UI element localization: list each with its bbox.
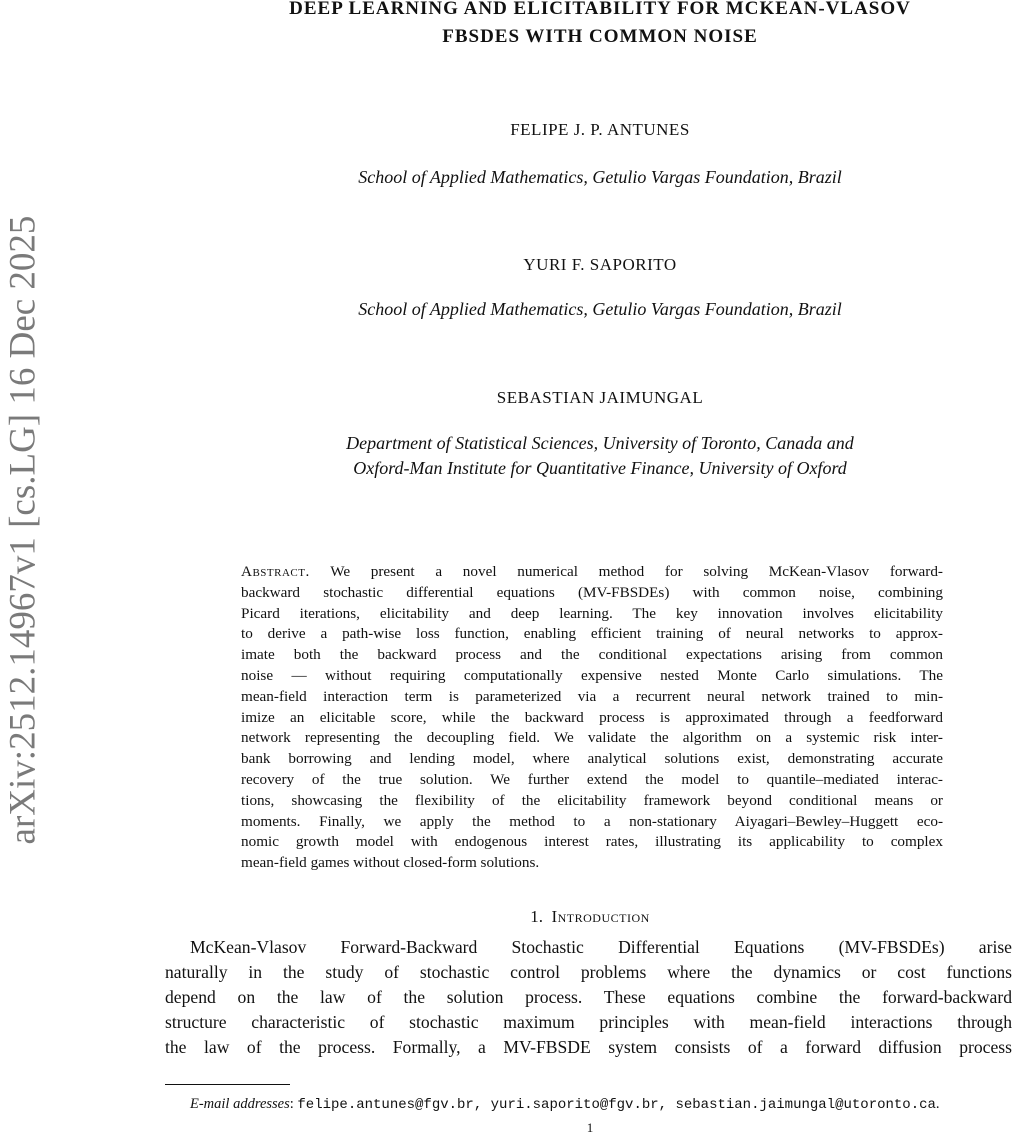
footnote-emails: felipe.antunes@fgv.br, yuri.saporito@fgv.br, sebastian.jaimungal@utoronto.ca [297, 1097, 936, 1113]
arxiv-sidebar-stamp [0, 165, 46, 895]
body-line: the law of the process. Formally, a MV-FBSDE system consists of a forward diffusion process [165, 1037, 1012, 1057]
abstract-line: recovery of the true solution. We further extend the model to quantile–mediated interac- [241, 771, 943, 788]
paper-title-line-2: FBSDES WITH COMMON NOISE [442, 26, 758, 47]
abstract-line: tions, showcasing the flexibility of the elicitability framework beyond conditional means or [241, 791, 943, 809]
abstract-line [241, 563, 943, 581]
abstract-label: Abstract. [241, 563, 310, 580]
abstract-line: moments. Finally, we apply the method to a non-stationary Aiyagari–Bewley–Huggett eco- [241, 812, 943, 830]
abstract-text: We present a novel numerical method for solving McKean-Vlasov forward- [309, 563, 943, 580]
section-heading [170, 907, 1010, 927]
abstract-line: Picard iterations, elicitability and deep learning. The key innovation involves elicitability [241, 604, 943, 622]
abstract-line: backward stochastic differential equations (MV-FBSDEs) with common noise, combining [241, 583, 943, 601]
body-line: McKean-Vlasov Forward-Backward Stochastic Differential Equations (MV-FBSDEs) arise [190, 937, 1012, 957]
section-number: 1. [530, 907, 543, 926]
abstract-line: mean-field interaction term is parameterized via a recurrent neural network trained to min- [241, 687, 943, 705]
footnote-rule [165, 1084, 290, 1085]
section-title: Introduction [551, 907, 650, 926]
abstract-line: bank borrowing and lending model, where analytical solutions exist, demonstrating accurate [241, 750, 943, 768]
abstract-line: network representing the decoupling field. We validate the algorithm on a systemic risk inter- [241, 729, 943, 747]
page-number: 1 [586, 1120, 594, 1134]
abstract-line: mean-field games without closed-form solutions. [241, 854, 540, 872]
abstract-line: nomic growth model with endogenous interest rates, illustrating its applicability to complex [241, 833, 943, 851]
abstract-line: noise — without requiring computationally expensive nested Monte Carlo simulations. The [241, 667, 943, 684]
abstract-line: imate both the backward process and the conditional expectations arising from common [241, 646, 943, 664]
body-line: depend on the law of the solution process. These equations combine the forward-backward [165, 987, 1012, 1007]
abstract-line: imize an elicitable score, while the backward process is approximated through a feedforward [241, 708, 943, 726]
author-affiliation: Oxford-Man Institute for Quantitative Finance, University of Oxford [353, 458, 847, 478]
author-affiliation: Department of Statistical Sciences, University of Toronto, Canada and [346, 433, 854, 453]
body-line: naturally in the study of stochastic control problems where the dynamics or cost functions [165, 962, 1012, 982]
footnote: E-mail addresses: felipe.antunes@fgv.br, yuri.saporito@fgv.br, sebastian.jaimungal@utoronto.ca. [190, 1096, 940, 1113]
body-line: structure characteristic of stochastic maximum principles with mean-field interactions through [165, 1012, 1012, 1032]
paper-title-line-1: DEEP LEARNING AND ELICITABILITY FOR MCKEAN-VLASOV [289, 0, 911, 19]
abstract-line: to derive a path-wise loss function, enabling efficient training of neural networks to approx- [241, 625, 943, 643]
author-affiliation: School of Applied Mathematics, Getulio Vargas Foundation, Brazil [358, 299, 842, 319]
arxiv-id: arXiv:2512.14967v1 [cs.LG] 16 Dec 2025 [2, 215, 44, 845]
author-name: FELIPE J. P. ANTUNES [510, 120, 690, 139]
author-affiliation: School of Applied Mathematics, Getulio Vargas Foundation, Brazil [358, 167, 842, 187]
author-name: SEBASTIAN JAIMUNGAL [496, 388, 704, 407]
footnote-label: E-mail addresses [190, 1096, 290, 1112]
author-name: YURI F. SAPORITO [523, 255, 677, 274]
